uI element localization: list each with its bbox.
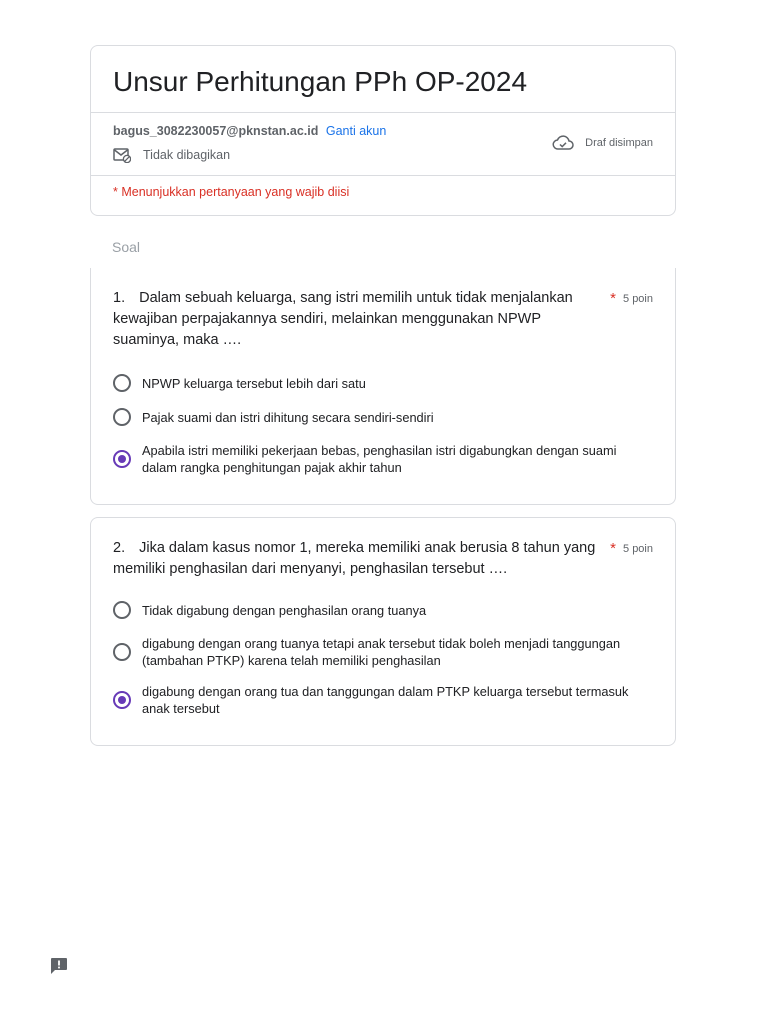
share-status	[113, 147, 230, 163]
question-card	[90, 517, 676, 746]
account-email: bagus_3082230057@pknstan.ac.id	[113, 124, 319, 138]
question-text: Jika dalam kasus nomor 1, mereka memiliki anak berusia 8 tahun yang memiliki penghasilan dari menyanyi, penghasilan tersebut ….	[113, 540, 596, 577]
question-card	[90, 268, 676, 505]
section-label: Soal	[112, 239, 141, 255]
option-label: Apabila istri memiliki pekerjaan bebas, penghasilan istri digabungkan dengan suami dalam rangka penghitungan pajak akhir tahun	[142, 443, 617, 475]
mail-lock-icon	[113, 147, 131, 163]
account-info	[113, 124, 386, 138]
draft-status	[552, 135, 653, 151]
radio-button[interactable]	[113, 408, 131, 426]
question-meta	[610, 540, 653, 557]
question-points: 5 poin	[623, 543, 653, 555]
draft-status-text: Draf disimpan	[585, 137, 653, 149]
question-number: 1.	[113, 290, 126, 306]
radio-button-checked[interactable]	[113, 450, 131, 468]
switch-account-link[interactable]: Ganti akun	[325, 124, 387, 138]
option-label: Pajak suami dan istri dihitung secara sendiri-sendiri	[142, 409, 434, 425]
answer-option[interactable]	[113, 601, 653, 619]
question-text: Dalam sebuah keluarga, sang istri memilih untuk tidak menjalankan kewajiban perpajakannya sendiri, melainkan menggunakan NPWP suaminya, maka ….	[113, 290, 573, 348]
feedback-button[interactable]	[49, 956, 69, 976]
answer-option[interactable]	[113, 635, 653, 669]
question-meta	[610, 290, 653, 307]
option-label: digabung dengan orang tuanya tetapi anak tersebut tidak boleh menjadi tanggungan (tambahan PTKP) karena telah memiliki penghasilan	[142, 636, 621, 668]
header-divider	[91, 112, 675, 113]
answer-option[interactable]	[113, 374, 653, 392]
radio-button-checked[interactable]	[113, 691, 131, 709]
form-title: Unsur Perhitungan PPh OP-2024	[113, 66, 528, 97]
question-points: 5 poin	[623, 293, 653, 305]
header-divider-2	[91, 175, 675, 176]
share-status-text: Tidak dibagikan	[143, 148, 231, 162]
answer-option[interactable]	[113, 408, 653, 426]
radio-button[interactable]	[113, 374, 131, 392]
feedback-icon	[49, 956, 69, 976]
required-star: *	[610, 540, 616, 557]
question-number: 2.	[113, 540, 126, 556]
cloud-check-icon	[552, 135, 574, 151]
answer-option-selected[interactable]	[113, 442, 653, 476]
required-star: *	[610, 290, 616, 307]
radio-button[interactable]	[113, 643, 131, 661]
question-title	[113, 538, 603, 580]
question-title	[113, 288, 603, 351]
radio-button[interactable]	[113, 601, 131, 619]
answer-option-selected[interactable]	[113, 683, 653, 717]
option-label: Tidak digabung dengan penghasilan orang tuanya	[142, 602, 427, 618]
form-header-card	[90, 45, 676, 216]
option-label: digabung dengan orang tua dan tanggungan dalam PTKP keluarga tersebut termasuk anak tersebut	[142, 684, 629, 716]
required-note: * Menunjukkan pertanyaan yang wajib diisi	[113, 185, 350, 199]
option-label: NPWP keluarga tersebut lebih dari satu	[142, 375, 366, 391]
